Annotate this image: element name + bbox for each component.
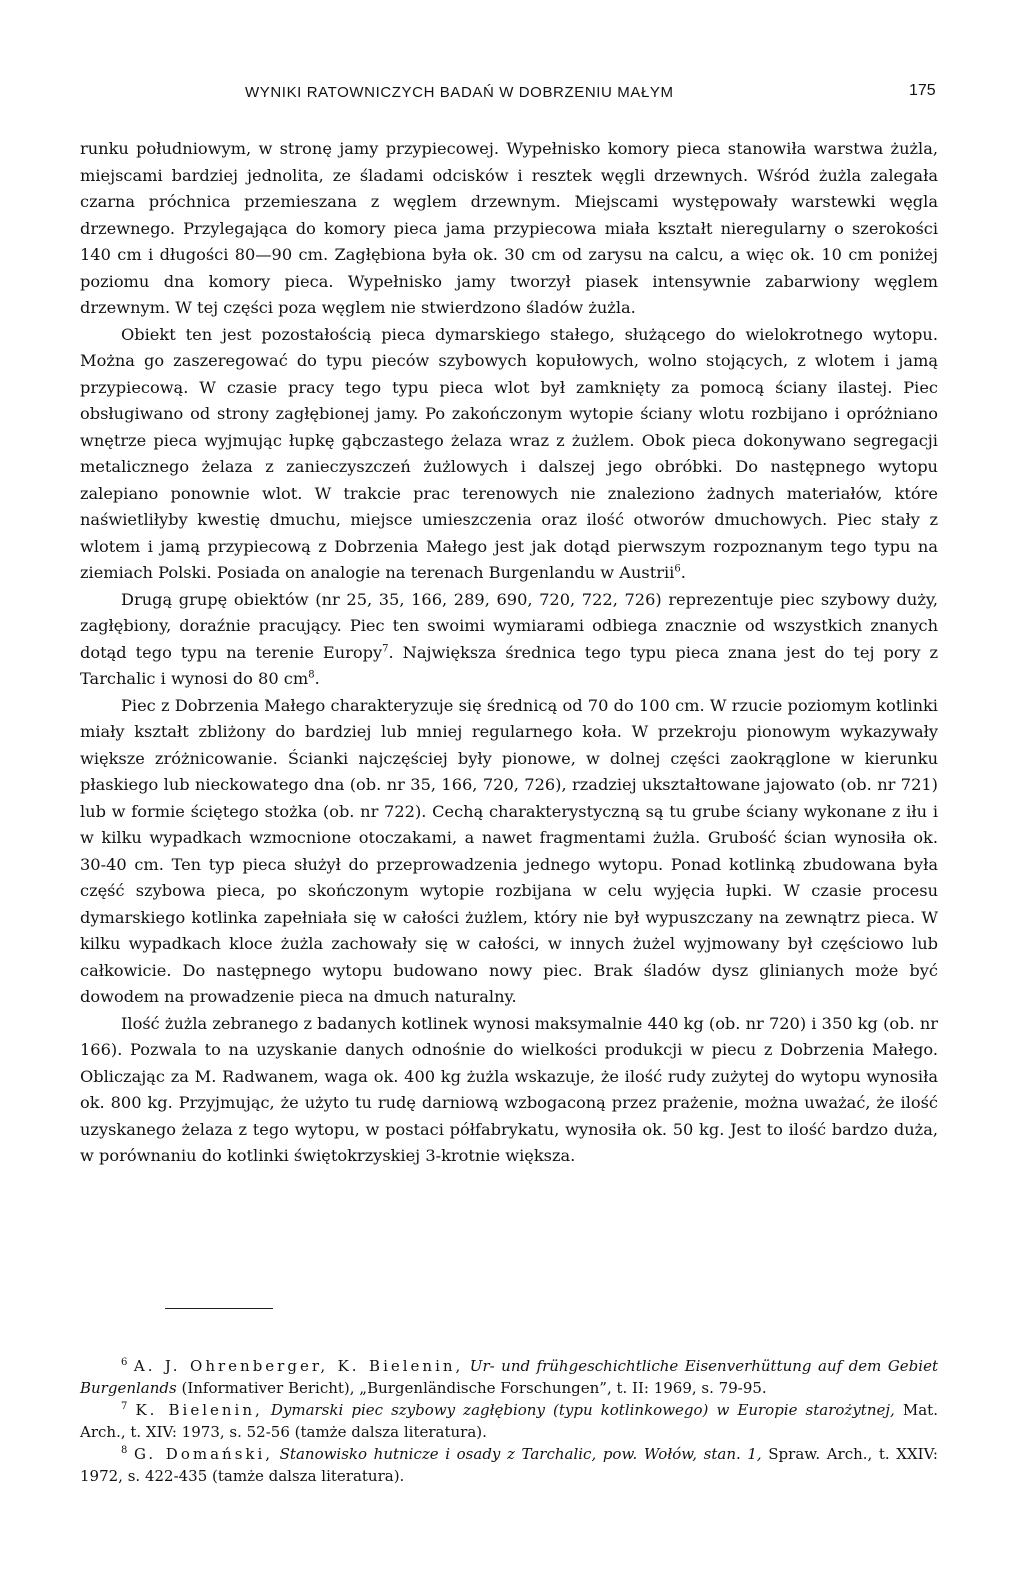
paragraph-1: runku południowym, w stronę jamy przypiecowej. Wypełnisko komory pieca stanowiła warstwa żużla, miejscami bardziej jednolita, ze śladami odcisków i resztek węgli drzewnych. Wśród żużla zalegała czarna próchnica przemieszana z węglem drzewnym. Miejscami występowały warstewki węgla drzewnego. Przylegająca do komory pieca jama przypiecowa miała kształt nieregularny o szerokości 140 cm i długości 80—90 cm. Zagłębiona była ok. 30 cm od zarysu na calcu, a więc ok. 10 cm poniżej poziomu dna komory pieca. Wypełnisko jamy tworzył piasek intensywnie zabarwiony węglem drzewnym. W tej części poza węglem nie stwierdzono śladów żużla. bbox=[80, 139, 938, 317]
paragraph-4: Piec z Dobrzenia Małego charakteryzuje się średnicą od 70 do 100 cm. W rzucie poziomym kotlinki miały kształt zbliżony do bardziej lub mniej regularnego koła. W przekroju pionowym wykazywały większe zróżnicowanie. Ścianki najczęściej były pionowe, w dolnej części zaokrąglone w kierunku płaskiego lub nieckowatego dna (ob. nr 35, 166, 720, 726), rzadziej ukształtowane jajowato (ob. nr 721) lub w formie ściętego stożka (ob. nr 722). Cechą charakterystyczną są tu grube ściany wykonane z iłu i w kilku wypadkach wzmocnione otoczakami, a nawet fragmentami żużla. Grubość ścian wynosiła ok. 30-40 cm. Ten typ pieca służył do przeprowadzenia jednego wytopu. Ponad kotlinką zbudowana była część szybowa pieca, po skończonym wytopie rozbijana w celu wyjęcia łupki. W czasie procesu dymarskiego kotlinka zapełniała się w całości żużlem, który nie był wypuszczany na zewnątrz pieca. W kilku wypadkach kloce żużla zachowały się w całości, w innych żużel wyjmowany był częściowo lub całkowicie. Do następnego wytopu budowano nowy piec. Brak śladów dysz glinianych może być dowodem na prowadzenie pieca na dmuch naturalny. bbox=[80, 695, 938, 1006]
footnote-7-title: Dymarski piec szybowy zagłębiony (typu kotlinkowego) w Europie starożytnej, bbox=[270, 1401, 895, 1419]
paragraph-2-text: Obiekt ten jest pozostałością pieca dymarskiego stałego, służącego do wielokrotnego wytopu. Można go zaszeregować do typu pieców szybowych kopułowych, wolno stojących, z wlotem i jamą przypiecową. W czasie pracy tego typu pieca wlot był zamknięty za pomocą ściany ilastej. Piec obsługiwano od strony zagłębionej jamy. Po zakończonym wytopie ściany wlotu rozbijano i opróżniano wnętrze pieca wyjmując łupkę gąbczastego żelaza wraz z żużlem. Obok pieca dokonywano segregacji metalicznego żelaza z zanieczyszczeń żużlowych i dalszej jego obróbki. Do następnego wytopu zalepiano ponownie wlot. W trakcie prac terenowych nie znaleziono żadnych materiałów, które naświetliłyby kwestię dmuchu, miejsce umieszczenia oraz ilość otworów dmuchowych. Piec stały z wlotem i jamą przypiecową z Dobrzenia Małego jest jak dotąd pierwszym rozpoznanym tego typu na ziemiach Polski. Posiada on analogie na terenach Burgenlandu w Austrii bbox=[80, 324, 938, 582]
paragraph-3-text-a: Drugą grupę obiektów (nr 25, 35, 166, 289, 690, 720, 722, 726) reprezentuje piec szybowy duży, zagłębiony, doraźnie pracujący. Piec ten swoimi wymiarami odbiega znacznie od wszystkich znanych dotąd tego typu na terenie Europy bbox=[80, 589, 938, 662]
footnote-6 bbox=[80, 1355, 938, 1399]
footnotes bbox=[80, 1355, 938, 1487]
footnote-ref-8: 8 bbox=[308, 669, 315, 681]
main-text bbox=[80, 136, 938, 1170]
footnote-7 bbox=[80, 1399, 938, 1443]
footnote-6-title: Ur- und frühgeschichtliche Eisenverhüttung auf dem Gebiet Burgenlands bbox=[80, 1357, 938, 1397]
paragraph-3-text-b: . Największa średnica tego typu pieca znana jest do tej pory z Tarchalic i wynosi do 80 cm bbox=[80, 642, 938, 688]
footnote-8 bbox=[80, 1443, 938, 1487]
footnote-7-rest: Mat. Arch., t. XIV: 1973, s. 52-56 (tamże dalsza literatura). bbox=[80, 1401, 938, 1441]
paragraph-2-end: . bbox=[680, 563, 686, 582]
footnote-6-number: 6 bbox=[121, 1357, 128, 1368]
footnote-8-title: Stanowisko hutnicze i osady z Tarchalic, pow. Wołów, stan. 1, bbox=[279, 1445, 762, 1463]
running-title: WYNIKI RATOWNICZYCH BADAŃ W DOBRZENIU MAŁYM bbox=[245, 84, 674, 101]
paragraph-2 bbox=[80, 322, 938, 587]
footnote-separator bbox=[165, 1308, 273, 1309]
footnote-8-rest: Spraw. Arch., t. XXIV: 1972, s. 422-435 (tamże dalsza literatura). bbox=[80, 1445, 938, 1485]
footnote-8-author: G. Domański, bbox=[133, 1445, 274, 1463]
footnote-7-author: K. Bielenin, bbox=[135, 1401, 263, 1419]
footnote-6-rest: (Informativer Bericht), „Burgenländische Forschungen”, t. II: 1969, s. 79-95. bbox=[181, 1379, 767, 1397]
page-number: 175 bbox=[909, 82, 936, 99]
paragraph-5: Ilość żużla zebranego z badanych kotlinek wynosi maksymalnie 440 kg (ob. nr 720) i 350 kg (ob. nr 166). Pozwala to na uzyskanie danych odnośnie do wielkości produkcji w piecu z Dobrzenia Małego. Obliczając za M. Radwanem, waga ok. 400 kg żużla wskazuje, że ilość rudy zużytej do wytopu wynosiła ok. 800 kg. Przyjmując, że użyto tu rudę darniową wzbogaconą przez prażenie, można uważać, że ilość uzyskanego żelaza z tego wytopu, w postaci półfabrykatu, wynosiła ok. 50 kg. Jest to ilość bardzo duża, w porównaniu do kotlinki świętokrzyskiej 3-krotnie większa. bbox=[80, 1013, 938, 1165]
footnote-6-author: A. J. Ohrenberger, K. Bielenin, bbox=[133, 1357, 464, 1375]
footnote-ref-7: 7 bbox=[382, 643, 389, 655]
footnote-ref-6: 6 bbox=[674, 563, 681, 575]
footnote-7-number: 7 bbox=[121, 1401, 128, 1412]
paragraph-3 bbox=[80, 587, 938, 693]
footnote-8-number: 8 bbox=[121, 1445, 128, 1456]
paragraph-3-end: . bbox=[314, 669, 320, 688]
